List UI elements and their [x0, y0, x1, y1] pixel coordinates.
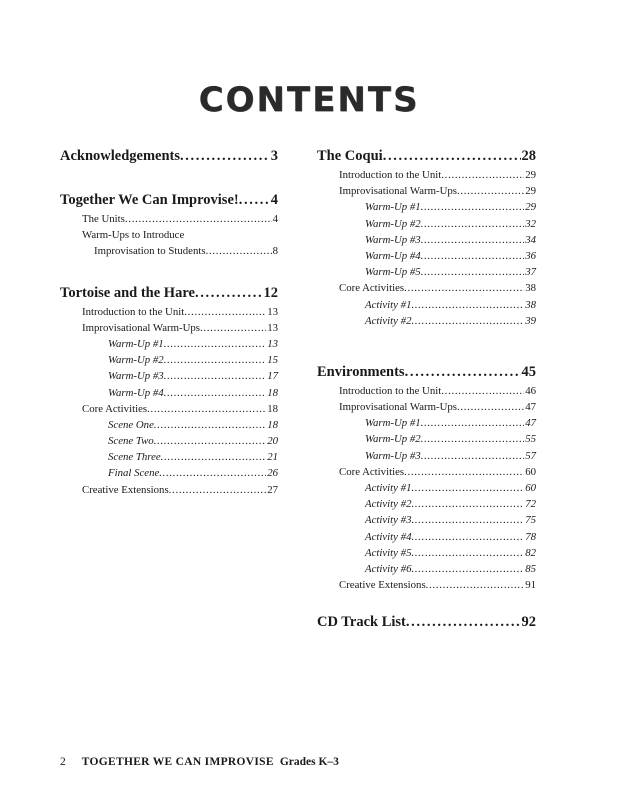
toc-entry-label: Scene Two [108, 435, 154, 448]
toc-entry[interactable] [60, 417, 278, 433]
toc-entry[interactable] [317, 464, 536, 480]
toc-entry[interactable] [60, 336, 278, 352]
toc-entry[interactable] [60, 368, 278, 384]
dot-leader [406, 612, 521, 633]
dot-leader [457, 399, 524, 415]
toc-page-number: 18 [267, 418, 278, 431]
toc-entry-label: Improvisational Warm-Ups [339, 185, 457, 198]
toc-entry-the-units[interactable] [60, 211, 278, 227]
dot-leader [164, 385, 267, 401]
dot-leader [164, 336, 267, 352]
toc-entry[interactable] [317, 248, 536, 264]
toc-page-number: 29 [525, 185, 536, 198]
toc-entry[interactable] [317, 480, 536, 496]
toc-page-number: 72 [525, 498, 536, 511]
toc-page-number: 37 [525, 266, 536, 279]
toc-entry-label: Core Activities [339, 465, 405, 478]
dot-leader [404, 280, 524, 296]
footer-page-number: 2 [60, 756, 66, 768]
dot-leader [125, 211, 272, 227]
toc-page-number: 4 [270, 192, 278, 208]
dot-leader [239, 190, 270, 211]
dot-leader [169, 482, 267, 498]
toc-entry-warmups-intro-line1[interactable]: Warm-Ups to Introduce [82, 229, 185, 242]
toc-page-number: 21 [267, 451, 278, 464]
dot-leader [383, 146, 521, 167]
dot-leader [195, 283, 263, 304]
toc-entry-cd-track-list[interactable] [317, 612, 536, 633]
toc-page-number: 92 [521, 614, 536, 631]
toc-entry-label: Introduction to the Unit [82, 305, 185, 318]
toc-entry[interactable] [317, 545, 536, 561]
toc-entry-label: Activity #2 [365, 314, 412, 327]
toc-entry-label: Activity #5 [365, 546, 412, 559]
toc-page-number: 18 [267, 402, 278, 415]
toc-entry-label: The Units [82, 213, 125, 225]
dot-leader [421, 199, 525, 215]
dot-leader [184, 304, 266, 320]
toc-entry-label: Warm-Up #3 [108, 370, 164, 383]
toc-entry-label: Activity #1 [365, 298, 412, 311]
dot-leader [161, 449, 267, 465]
toc-page-number: 26 [267, 467, 278, 480]
toc-entry-coqui[interactable] [317, 146, 536, 167]
footer-book-title: TOGETHER WE CAN IMPROVISE [81, 756, 274, 768]
toc-entry-label: Scene Three [108, 451, 161, 464]
toc-entry[interactable] [60, 385, 278, 401]
dot-leader [421, 431, 525, 447]
toc-entry-tortoise[interactable] [60, 283, 278, 304]
toc-entry[interactable] [317, 313, 536, 329]
page-footer [60, 756, 339, 768]
dot-leader [411, 512, 524, 528]
toc-entry-warmups-intro-line2[interactable] [60, 243, 278, 259]
dot-leader [411, 561, 524, 577]
toc-entry[interactable] [317, 216, 536, 232]
toc-entry-label: Environments [317, 363, 405, 380]
toc-page-number: 28 [521, 148, 536, 164]
toc-entry[interactable] [317, 383, 536, 399]
toc-page-number: 4 [272, 213, 278, 225]
dot-leader [441, 383, 524, 399]
dot-leader [421, 216, 525, 232]
toc-entry-label: Creative Extensions [339, 579, 426, 592]
toc-page-number: 29 [525, 201, 536, 214]
dot-leader [405, 362, 521, 383]
dot-leader [404, 464, 524, 480]
toc-entry[interactable] [60, 401, 278, 417]
toc-page-number: 17 [267, 370, 278, 383]
toc-page-number: 82 [525, 546, 536, 559]
dot-leader [154, 433, 267, 449]
toc-page-number: 78 [525, 530, 536, 543]
toc-entry-label: Scene One [108, 418, 154, 431]
dot-leader [411, 529, 524, 545]
toc-entry-label: Activity #2 [365, 498, 412, 511]
dot-leader [411, 545, 524, 561]
toc-page-number: 3 [270, 148, 278, 164]
toc-entry[interactable] [317, 448, 536, 464]
toc-entry-label: Introduction to the Unit [339, 169, 442, 181]
toc-page-number: 27 [267, 483, 278, 496]
toc-page-number: 75 [525, 514, 536, 527]
toc-entry-acknowledgements[interactable] [60, 146, 278, 167]
toc-entry-label: Warm-Up #5 [365, 266, 421, 279]
toc-entry-label: Acknowledgements [60, 148, 181, 164]
toc-entry[interactable] [317, 280, 536, 296]
toc-entry-label: Warm-Up #4 [365, 249, 421, 262]
toc-entry[interactable] [317, 183, 536, 199]
toc-entry[interactable] [60, 449, 278, 465]
footer-grades: Grades K–3 [279, 756, 339, 768]
toc-page-number: 34 [525, 233, 536, 246]
toc-page-number: 46 [525, 384, 536, 397]
dot-leader [147, 401, 266, 417]
dot-leader [421, 248, 525, 264]
toc-page-number: 38 [525, 298, 536, 311]
toc-entry[interactable] [317, 167, 536, 183]
toc-page-number: 57 [525, 449, 536, 462]
toc-page-number: 12 [263, 284, 278, 301]
toc-entry-label: Warm-Up #2 [365, 217, 421, 230]
toc-page-number: 15 [267, 354, 278, 367]
toc-page-number: 36 [525, 249, 536, 262]
toc-page-number: 38 [525, 282, 536, 295]
toc-entry[interactable] [317, 577, 536, 593]
toc-entry[interactable] [317, 496, 536, 512]
dot-leader [411, 496, 524, 512]
toc-entry-label: Activity #6 [365, 562, 412, 575]
dot-leader [200, 320, 266, 336]
toc-entry[interactable] [317, 512, 536, 528]
toc-page-number: 20 [267, 435, 278, 448]
dot-leader [421, 415, 525, 431]
toc-left-column [60, 146, 278, 498]
toc-entry-label: Final Scene [108, 467, 160, 480]
dot-leader [441, 167, 524, 183]
toc-entry-label: Creative Extensions [82, 483, 169, 496]
dot-leader [457, 183, 524, 199]
toc-entry-label: Warm-Up #1 [365, 201, 421, 214]
toc-entry-label: Activity #3 [365, 514, 412, 527]
toc-entry[interactable] [317, 431, 536, 447]
dot-leader [411, 480, 524, 496]
dot-leader [421, 232, 525, 248]
toc-page-number: 18 [267, 386, 278, 399]
toc-page-number: 60 [525, 482, 536, 494]
toc-entry-label: Improvisational Warm-Ups [82, 321, 200, 334]
toc-page-number: 13 [267, 305, 278, 318]
toc-entry[interactable] [317, 232, 536, 248]
toc-entry-label: Warm-Up #3 [365, 449, 421, 462]
toc-entry[interactable] [317, 264, 536, 280]
toc-entry[interactable] [317, 415, 536, 431]
dot-leader [206, 243, 272, 259]
toc-entry-label: Tortoise and the Hare [60, 284, 195, 301]
toc-page-number: 85 [525, 562, 536, 575]
toc-entry[interactable] [317, 199, 536, 215]
toc-page-number: 60 [525, 465, 536, 478]
toc-page-number: 13 [267, 321, 278, 334]
toc-entry[interactable] [60, 433, 278, 449]
toc-page-number: 45 [521, 363, 536, 380]
toc-entry[interactable] [60, 465, 278, 481]
toc-entry-label: Warm-Up #2 [108, 354, 164, 367]
toc-page-number: 55 [525, 433, 536, 446]
toc-page-number: 8 [272, 245, 278, 258]
toc-entry[interactable] [317, 399, 536, 415]
toc-page-number: 29 [525, 169, 536, 181]
toc-page-number: 47 [525, 401, 536, 414]
toc-entry[interactable] [60, 482, 278, 498]
toc-page-number: 32 [525, 217, 536, 230]
dot-leader [421, 448, 525, 464]
toc-entry-label: Warm-Up #1 [365, 417, 421, 430]
toc-entry[interactable] [317, 561, 536, 577]
dot-leader [411, 297, 524, 313]
toc-entry-label: The Coqui [317, 148, 383, 164]
toc-entry[interactable] [60, 352, 278, 368]
toc-page-number: 47 [525, 417, 536, 430]
toc-entry[interactable] [317, 297, 536, 313]
dot-leader [164, 352, 267, 368]
dot-leader [164, 368, 267, 384]
dot-leader [159, 465, 266, 481]
toc-entry-label: Core Activities [82, 402, 148, 415]
toc-entry-label: Warm-Up #4 [108, 386, 164, 399]
toc-entry[interactable] [317, 529, 536, 545]
toc-entry-label: Warm-Up #1 [108, 337, 164, 350]
toc-entry-label: CD Track List [317, 614, 406, 631]
dot-leader [180, 146, 270, 167]
toc-page-number: 91 [525, 579, 536, 592]
toc-right-column [317, 146, 536, 633]
dot-leader [411, 313, 524, 329]
toc-entry-label: Improvisation to Students [94, 245, 206, 258]
toc-entry-label: Improvisational Warm-Ups [339, 401, 457, 414]
toc-entry-label: Warm-Up #2 [365, 433, 421, 446]
dot-leader [421, 264, 525, 280]
dot-leader [426, 577, 525, 593]
toc-entry[interactable] [60, 304, 278, 320]
dot-leader [154, 417, 266, 433]
toc-entry-label: Core Activities [339, 282, 405, 295]
toc-entry-label: Introduction to the Unit [339, 384, 442, 397]
toc-entry-label: Warm-Up #3 [365, 233, 421, 246]
toc-entry[interactable] [60, 320, 278, 336]
toc-entry-label: Activity #4 [365, 530, 412, 543]
toc-entry-environments[interactable] [317, 362, 536, 383]
toc-page-number: 13 [267, 337, 278, 350]
toc-page-number: 39 [525, 314, 536, 327]
toc-entry-together[interactable] [60, 190, 278, 211]
toc-entry-label: Activity #1 [365, 482, 412, 494]
toc-entry-label: Together We Can Improvise! [60, 192, 239, 208]
page-title: CONTENTS [198, 80, 420, 120]
